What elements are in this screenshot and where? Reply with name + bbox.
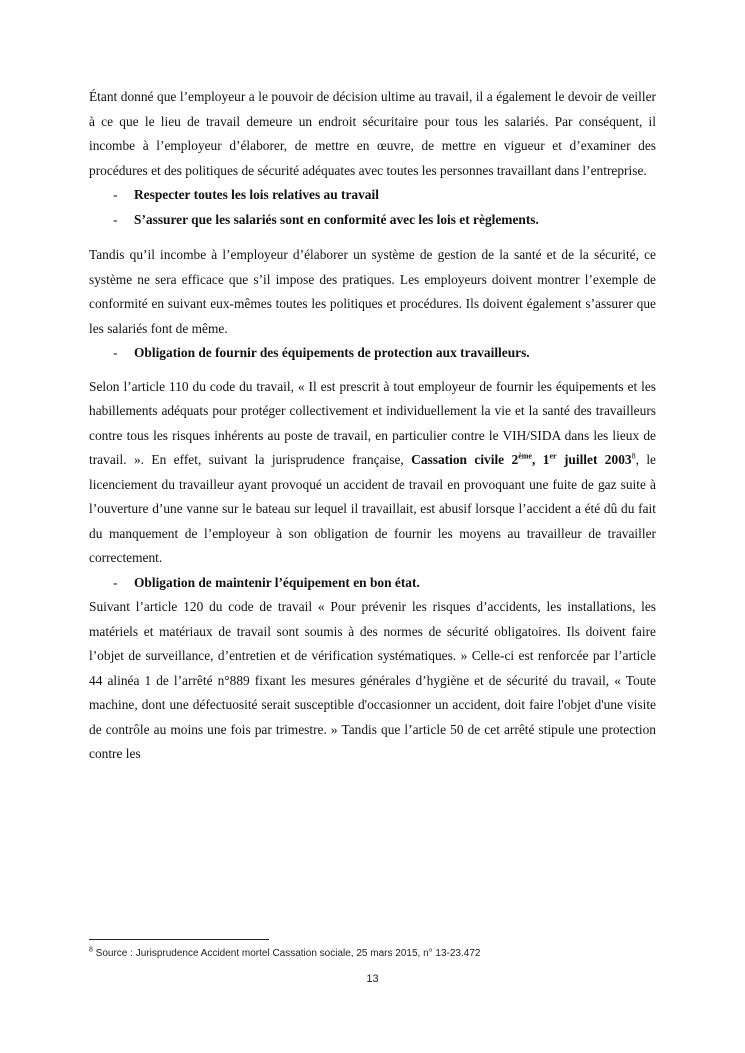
bullet-text: Obligation de maintenir l’équipement en bon état. [134, 574, 420, 590]
bullet-maintain-equipment [89, 571, 656, 596]
page-body [89, 85, 656, 767]
bullet-text: Obligation de fournir des équipements de protection aux travailleurs. [134, 345, 530, 360]
footnote-reference[interactable]: 8 [631, 451, 636, 461]
paragraph-management-system: Tandis qu’il incombe à l’employeur d’élaborer un système de gestion de la santé et de la sécurité, ce système ne sera efficace que s’il impose des pratiques. Les employeurs doivent montrer l’exemple de conformité en suivant eux-mêmes toutes les politiques et procédures. Ils doivent également s’assurer que les salariés font de même. [89, 247, 656, 336]
paragraph-article-120: Suivant l’article 120 du code de travail « Pour prévenir les risques d’accidents, les installations, les matériels et matériaux de travail sont soumis à des normes de sécurité obligatoires. Ils doivent faire l’objet de surveillance, d’entretien et de vérification systématiques. » Celle-ci est renforcée par l’article 44 alinéa 1 de l’arrêté n°889 fixant les mesures générales d’hygiène et de sécurité du travail, « Toute machine, dont une défectuosité serait susceptible d'occasionner un accident, doit faire l'objet d'une visite de contrôle au moins une fois par trimestre. » Tandis que l’article 50 de cet arrêté stipule une protection contre les [89, 599, 656, 761]
bullet-marker: - [113, 211, 118, 227]
paragraph-article-110 [89, 375, 656, 571]
bullet-text: S’assurer que les salariés sont en conformité avec les lois et règlements. [134, 211, 539, 227]
footnote-divider [89, 939, 269, 940]
bullet-ensure-compliance [89, 208, 656, 233]
bullet-marker: - [113, 574, 118, 590]
text-segment: Selon l’article 110 du code du travail, « Il est prescrit à tout employeur de fournir les équipements et les habillements adéquats pour protéger collectivement et individuellement la vie et la santé des travailleurs contre tous les risques inhérents au poste de travail, en particulier contre le VIH/SIDA dans les lieux de travail. ». En effet, suivant la jurisprudence française, [89, 378, 656, 467]
footnote [89, 948, 689, 959]
bullet-marker: - [113, 345, 118, 360]
text-segment: , le licenciement du travailleur ayant provoqué un accident de travail en provoquant une fuite de gaz suite à l’ouverture d’une vanne sur le bateau sur lequel il travaillait, est abusif lorsque l’accident a été dû du fait du manquement de l’employeur à son obligation de fournir les moyens au travailleur de travailler correctement. [89, 452, 657, 565]
bullet-protective-equipment [89, 341, 656, 366]
paragraph-employer-duty: Étant donné que l’employeur a le pouvoir de décision ultime au travail, il a également le devoir de veiller à ce que le lieu de travail demeure un endroit sécuritaire pour tous les salariés. Par conséquent, il incombe à l’employeur d’élaborer, de mettre en œuvre, de mettre en vigueur et d’examiner des procédures et des politiques de sécurité adéquates avec toutes les personnes travaillant dans l’entreprise. [89, 89, 656, 178]
case-reference: Cassation civile 2ème, 1er juillet 2003 [411, 451, 632, 467]
bullet-marker: - [113, 187, 118, 202]
page-number: 13 [366, 973, 379, 985]
footnote-number: 8 [89, 946, 93, 954]
bullet-respect-laws [89, 183, 656, 208]
bullet-text: Respecter toutes les lois relatives au travail [134, 187, 379, 202]
footnote-text: Source : Jurisprudence Accident mortel Cassation sociale, 25 mars 2015, n° 13-23.472 [92, 948, 481, 959]
